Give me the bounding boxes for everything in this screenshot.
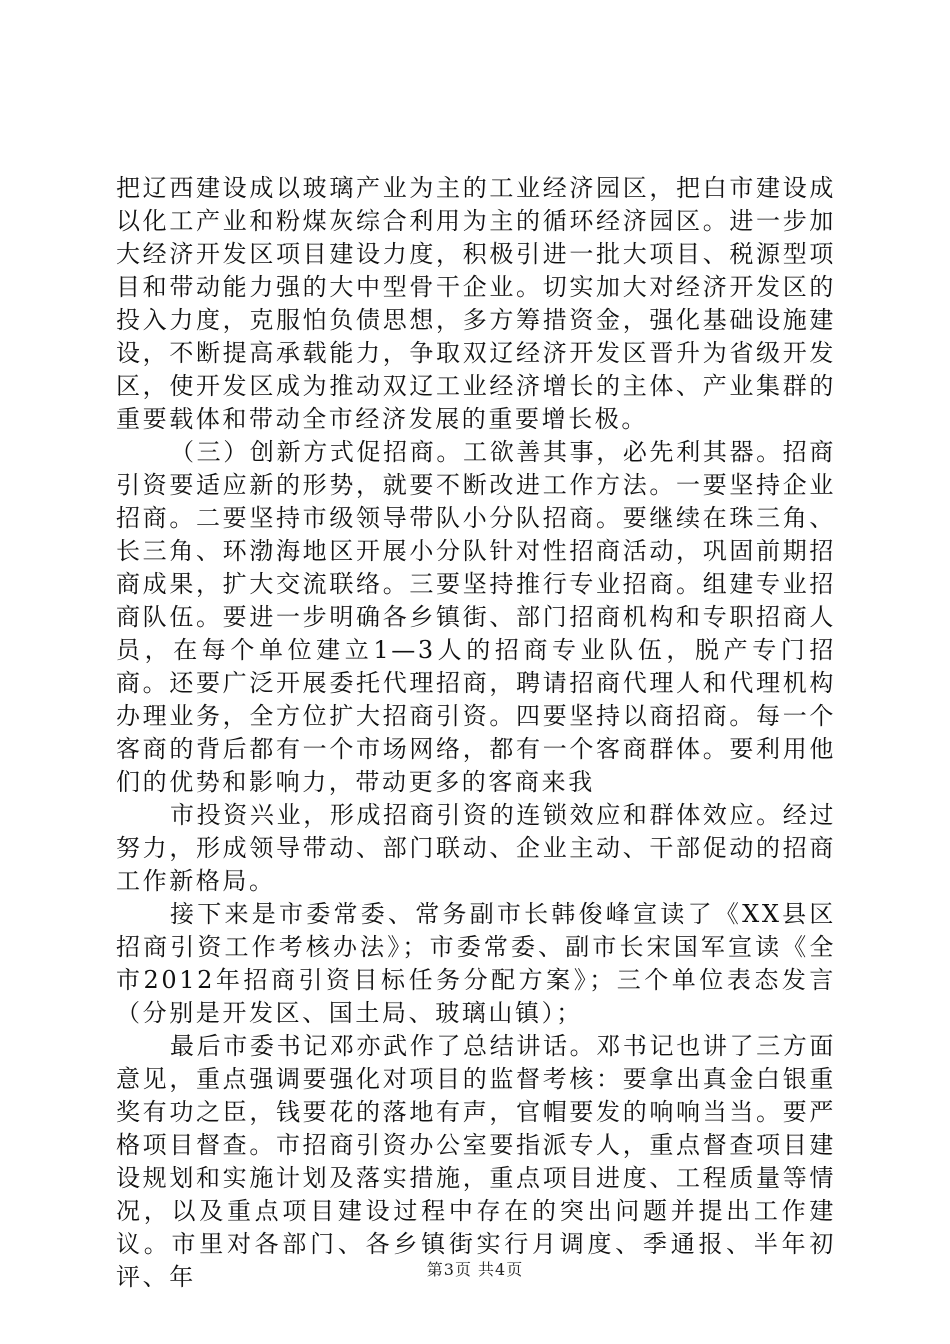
- document-body: [116, 172, 836, 1294]
- paragraph-2: （三）创新方式促招商。工欲善其事，必先利其器。招商引资要适应新的形势，就要不断改进工作方法。一要坚持企业招商。二要坚持市级领导带队小分队招商。要继续在珠三角、长三角、环渤海地区开展小分队针对性招商活动，巩固前期招商成果，扩大交流联络。三要坚持推行专业招商。组建专业招商队伍。要进一步明确各乡镇街、部门招商机构和专职招商人员，在每个单位建立1—3人的招商专业队伍，脱产专门招商。还要广泛开展委托代理招商，聘请招商代理人和代理机构办理业务，全方位扩大招商引资。四要坚持以商招商。每一个客商的背后都有一个市场网络，都有一个客商群体。要利用他们的优势和影响力，带动更多的客商来我: [116, 438, 836, 796]
- page-footer: [0, 1260, 950, 1280]
- page-number-label: 第3页 共4页: [426, 1260, 524, 1279]
- paragraph-1: 把辽西建设成以玻璃产业为主的工业经济园区，把白市建设成以化工产业和粉煤灰综合利用为主的循环经济园区。进一步加大经济开发区项目建设力度，积极引进一批大项目、税源型项目和带动能力强的大中型骨干企业。切实加大对经济开发区的投入力度，克服怕负债思想，多方筹措资金，强化基础设施建设，不断提高承载能力，争取双辽经济开发区晋升为省级开发区，使开发区成为推动双辽工业经济增长的主体、产业集群的重要载体和带动全市经济发展的重要增长极。: [116, 174, 836, 433]
- paragraph-3: 市投资兴业，形成招商引资的连锁效应和群体效应。经过努力，形成领导带动、部门联动、企业主动、干部促动的招商工作新格局。: [116, 801, 836, 895]
- paragraph-5: 最后市委书记邓亦武作了总结讲话。邓书记也讲了三方面意见，重点强调要强化对项目的监督考核：要拿出真金白银重奖有功之臣，钱要花的落地有声，官帽要发的响响当当。要严格项目督查。市招商引资办公室要指派专人，重点督查项目建设规划和实施计划及落实措施，重点项目进度、工程质量等情况，以及重点项目建设过程中存在的突出问题并提出工作建议。市里对各部门、各乡镇街实行月调度、季通报、半年初评、年: [116, 1032, 836, 1291]
- paragraph-4: 接下来是市委常委、常务副市长韩俊峰宣读了《XX县区招商引资工作考核办法》；市委常委、副市长宋国军宣读《全市2012年招商引资目标任务分配方案》；三个单位表态发言（分别是开发区、国土局、玻璃山镇）；: [116, 900, 836, 1027]
